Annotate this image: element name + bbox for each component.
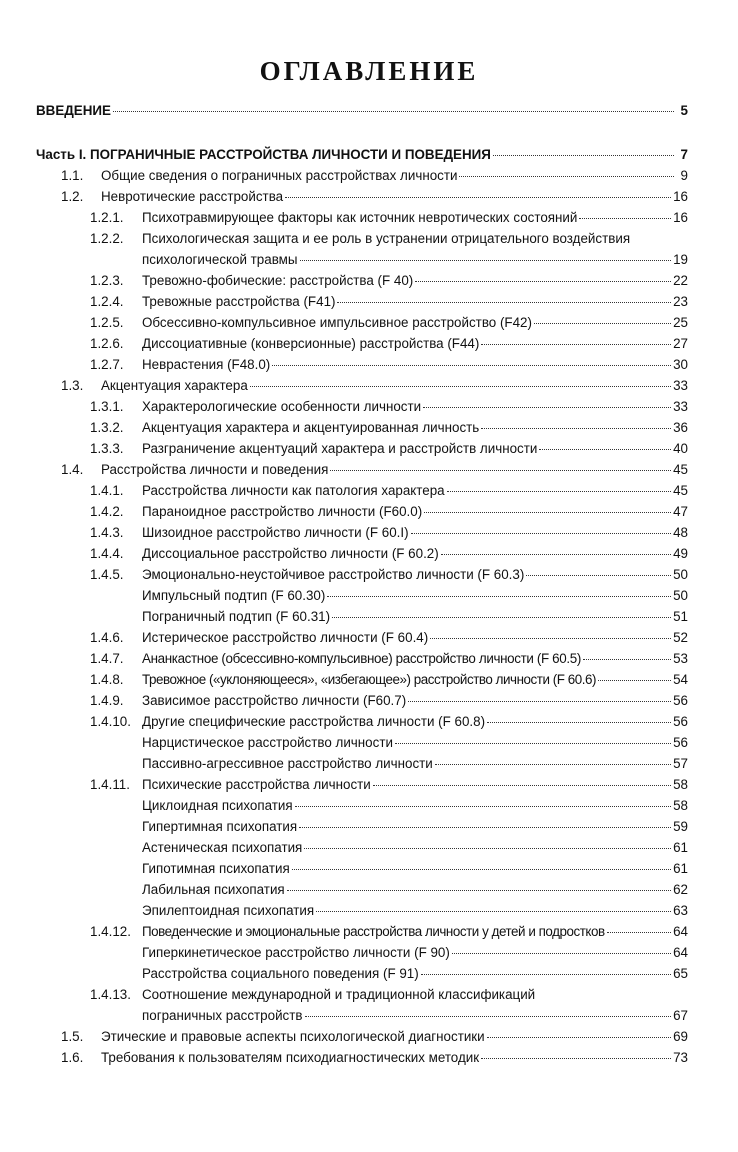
toc-page-number: 53	[673, 651, 688, 666]
toc-subentry[interactable]	[142, 861, 688, 877]
toc-entry-number: 1.2.5.	[90, 315, 124, 330]
toc-page-number: 7	[680, 147, 688, 162]
toc-page-number: 9	[680, 168, 688, 183]
toc-subentry[interactable]	[142, 819, 688, 835]
toc-entry-text: Требования к пользователям психодиагностических методик	[101, 1050, 480, 1065]
toc-entry[interactable]	[90, 693, 688, 709]
toc-entry[interactable]	[90, 399, 688, 415]
toc-page-number: 61	[673, 840, 688, 855]
toc-entry-number: 1.4.10.	[90, 714, 131, 729]
toc-page-number: 49	[673, 546, 688, 561]
toc-entry-text: Истерическое расстройство личности (F 60.4)	[142, 630, 429, 645]
dot-leader	[300, 256, 672, 261]
toc-entry-number: 1.4.	[61, 462, 84, 477]
toc-page-number: 62	[673, 882, 688, 897]
toc-entry[interactable]	[90, 777, 688, 793]
toc-entry[interactable]	[90, 504, 688, 520]
toc-entry-number: 1.4.13.	[90, 987, 131, 1002]
dot-leader	[452, 949, 671, 954]
toc-entry-number: 1.4.12.	[90, 924, 131, 939]
toc-entry-number: 1.6.	[61, 1050, 84, 1065]
toc-entry-text: Тревожно-фобические: расстройства (F 40)	[142, 273, 414, 288]
dot-leader	[607, 928, 671, 933]
toc-entry[interactable]	[90, 546, 688, 562]
toc-entry[interactable]	[90, 420, 688, 436]
dot-leader	[423, 403, 671, 408]
toc-entry-text: Расстройства социального поведения (F 91)	[142, 966, 419, 981]
toc-entry[interactable]	[61, 1029, 688, 1045]
dot-leader	[295, 802, 671, 807]
toc-entry-number: 1.4.11.	[90, 777, 130, 792]
toc-entry-text: Другие специфические расстройства личности (F 60.8)	[142, 714, 486, 729]
toc-entry-text: пограничных расстройств	[142, 1008, 303, 1023]
toc-page-number: 56	[673, 714, 688, 729]
toc-page-number: 64	[673, 945, 688, 960]
dot-leader	[415, 277, 671, 282]
toc-page-number: 23	[673, 294, 688, 309]
dot-leader	[327, 592, 671, 597]
dot-leader	[435, 760, 671, 765]
toc-entry[interactable]	[90, 651, 688, 667]
toc-entry[interactable]	[61, 378, 688, 394]
toc-entry-introduction[interactable]	[36, 103, 688, 119]
dot-leader	[526, 571, 671, 576]
dot-leader	[304, 844, 671, 849]
toc-entry-number: 1.2.2.	[90, 231, 124, 246]
toc-entry-text: Разграничение акцентуаций характера и расстройств личности	[142, 441, 538, 456]
toc-entry-text: Расстройства личности как патология характера	[142, 483, 445, 498]
toc-page-number: 63	[673, 903, 688, 918]
toc-page-number: 47	[673, 504, 688, 519]
toc-entry-text: Общие сведения о пограничных расстройствах личности	[101, 168, 458, 183]
toc-entry[interactable]	[90, 630, 688, 646]
toc-entry[interactable]	[90, 987, 688, 1003]
dot-leader	[316, 907, 671, 912]
toc-subentry[interactable]	[142, 882, 688, 898]
toc-entry-text: Поведенческие и эмоциональные расстройства личности у детей и подростков	[142, 924, 605, 939]
toc-entry[interactable]	[90, 672, 688, 688]
toc-entry-text: Гиперкинетическое расстройство личности (F 90)	[142, 945, 450, 960]
toc-entry-text: Гипертимная психопатия	[142, 819, 298, 834]
toc-page-number: 22	[673, 273, 688, 288]
toc-entry-number: 1.4.6.	[90, 630, 124, 645]
toc-entry[interactable]	[90, 567, 688, 583]
toc-entry[interactable]	[90, 294, 688, 310]
toc-entry-text: Этические и правовые аспекты психологической диагностики	[101, 1029, 485, 1044]
dot-leader	[408, 697, 671, 702]
toc-entry-number: 1.3.1.	[90, 399, 124, 414]
toc-entry[interactable]	[90, 210, 688, 226]
toc-entry[interactable]	[90, 441, 688, 457]
toc-subentry[interactable]	[142, 609, 688, 625]
dot-leader	[421, 970, 671, 975]
dot-leader	[373, 781, 671, 786]
dot-leader	[447, 487, 671, 492]
dot-leader	[272, 361, 671, 366]
toc-entry[interactable]	[90, 273, 688, 289]
dot-leader	[493, 151, 674, 156]
toc-entry-text: Неврастения (F48.0)	[142, 357, 271, 372]
toc-entry-text: Психологическая защита и ее роль в устранении отрицательного воздействия	[142, 231, 631, 246]
dot-leader	[287, 886, 671, 891]
toc-page-number: 50	[673, 567, 688, 582]
toc-subentry[interactable]	[142, 966, 688, 982]
toc-entry-number: 1.2.1.	[90, 210, 124, 225]
toc-page-number: 5	[680, 103, 688, 118]
toc-page-number: 56	[673, 735, 688, 750]
toc-entry-number: 1.1.	[61, 168, 84, 183]
toc-page-number: 45	[673, 483, 688, 498]
toc-subentry[interactable]	[142, 840, 688, 856]
toc-page-number: 52	[673, 630, 688, 645]
toc-entry-text: Эмоционально-неустойчивое расстройство личности (F 60.3)	[142, 567, 525, 582]
toc-entry-text: Импульсный подтип (F 60.30)	[142, 588, 326, 603]
toc-entry-text: Астеническая психопатия	[142, 840, 303, 855]
toc-page-number: 69	[673, 1029, 688, 1044]
toc-entry-number: 1.4.2.	[90, 504, 124, 519]
toc-entry-number: 1.5.	[61, 1029, 84, 1044]
dot-leader	[487, 1033, 671, 1038]
toc-entry-text: Диссоциальное расстройство личности (F 60.2)	[142, 546, 439, 561]
dot-leader	[337, 298, 671, 303]
dot-leader	[305, 1012, 672, 1017]
dot-leader	[539, 445, 671, 450]
toc-subentry[interactable]	[142, 735, 688, 751]
dot-leader	[292, 865, 671, 870]
toc-page-number: 27	[673, 336, 688, 351]
toc-entry-part-1[interactable]	[36, 147, 688, 163]
toc-entry-text: Пассивно-агрессивное расстройство личности	[142, 756, 433, 771]
toc-entry[interactable]	[61, 1050, 688, 1066]
toc-page-number: 56	[673, 693, 688, 708]
toc-entry-text: Обсессивно-компульсивное импульсивное расстройство (F42)	[142, 315, 532, 330]
toc-entry-text: Зависимое расстройство личности (F60.7)	[142, 693, 407, 708]
toc-entry-text: Циклоидная психопатия	[142, 798, 293, 813]
toc-entry[interactable]	[90, 357, 688, 373]
toc-entry-text: Акцентуация характера и акцентуированная личность	[142, 420, 480, 435]
dot-leader	[411, 529, 672, 534]
toc-page-number: 36	[673, 420, 688, 435]
dot-leader	[299, 823, 671, 828]
toc-page-number: 67	[673, 1008, 688, 1023]
toc-entry-text: психологической травмы	[142, 252, 298, 267]
toc-entry-text: Диссоциативные (конверсионные) расстройства (F44)	[142, 336, 480, 351]
toc-page-number: 64	[673, 924, 688, 939]
toc-page-number: 30	[673, 357, 688, 372]
toc-entry-text: Расстройства личности и поведения	[101, 462, 329, 477]
toc-entry[interactable]	[90, 483, 688, 499]
toc-entry-number: 1.3.	[61, 378, 84, 393]
toc-page-number: 33	[673, 378, 688, 393]
toc-entry-text: Нарцистическое расстройство личности	[142, 735, 393, 750]
toc-page-number: 45	[673, 462, 688, 477]
dot-leader	[487, 718, 671, 723]
toc-subentry[interactable]	[142, 588, 688, 604]
toc-entry-text: Невротические расстройства	[101, 189, 284, 204]
dot-leader	[579, 214, 671, 219]
toc-entry[interactable]	[90, 231, 688, 247]
dot-leader	[395, 739, 671, 744]
dot-leader	[459, 172, 674, 177]
dot-leader	[330, 466, 671, 471]
toc-page-number: 61	[673, 861, 688, 876]
toc-page-number: 59	[673, 819, 688, 834]
toc-entry-number: 1.2.	[61, 189, 84, 204]
toc-entry-text: Психические расстройства личности	[142, 777, 371, 792]
toc-subentry[interactable]	[142, 903, 688, 919]
dot-leader	[598, 676, 671, 681]
toc-page-number: 57	[673, 756, 688, 771]
toc-entry-number: 1.2.6.	[90, 336, 124, 351]
page-title: ОГЛАВЛЕНИЕ	[259, 56, 479, 86]
toc-page-number: 65	[673, 966, 688, 981]
toc-entry[interactable]	[61, 462, 688, 478]
dot-leader	[481, 1054, 671, 1059]
toc-entry-text: Психотравмирующее факторы как источник невротических состояний	[142, 210, 578, 225]
toc-page-number: 50	[673, 588, 688, 603]
toc-entry-number: 1.3.2.	[90, 420, 124, 435]
toc-entry-number: 1.4.7.	[90, 651, 124, 666]
toc-entry-text: Шизоидное расстройство личности (F 60.I)	[142, 525, 409, 540]
toc-subentry[interactable]	[142, 798, 688, 814]
toc-page-number: 25	[673, 315, 688, 330]
toc-entry[interactable]	[61, 189, 688, 205]
dot-leader	[441, 550, 671, 555]
toc-entry-text: Параноидное расстройство личности (F60.0)	[142, 504, 423, 519]
toc-entry-number: 1.4.1.	[90, 483, 124, 498]
dot-leader	[332, 613, 671, 618]
dot-leader	[285, 193, 671, 198]
dot-leader	[250, 382, 671, 387]
toc-entry-continuation[interactable]	[142, 252, 688, 268]
toc-page-number: 51	[673, 609, 688, 624]
toc-entry-text: ВВЕДЕНИЕ	[36, 103, 111, 118]
toc-entry-number: 1.3.3.	[90, 441, 124, 456]
toc-page-number: 33	[673, 399, 688, 414]
toc-entry[interactable]	[61, 168, 688, 184]
toc-page-number: 48	[673, 525, 688, 540]
toc-entry-text: Эпилептоидная психопатия	[142, 903, 315, 918]
dot-leader	[424, 508, 671, 513]
toc-page-number: 54	[673, 672, 688, 687]
toc-subentry[interactable]	[142, 945, 688, 961]
dot-leader	[481, 340, 671, 345]
toc-entry-number: 1.2.3.	[90, 273, 124, 288]
toc-entry-text: Гипотимная психопатия	[142, 861, 290, 876]
toc-entry[interactable]	[90, 924, 688, 940]
toc-subentry[interactable]	[142, 756, 688, 772]
toc-entry-text: Тревожное («уклоняющееся», «избегающее») расстройство личности (F 60.6)	[142, 672, 597, 687]
toc-entry-text: Тревожные расстройства (F41)	[142, 294, 336, 309]
toc-page-number: 16	[673, 210, 688, 225]
toc-entry-number: 1.2.4.	[90, 294, 124, 309]
dot-leader	[113, 107, 674, 112]
toc-page-number: 40	[673, 441, 688, 456]
dot-leader	[583, 655, 671, 660]
toc-entry-text: Часть I. ПОГРАНИЧНЫЕ РАССТРОЙСТВА ЛИЧНОСТИ И ПОВЕДЕНИЯ	[36, 147, 491, 162]
toc-page-number: 58	[673, 798, 688, 813]
toc-page-number: 58	[673, 777, 688, 792]
toc-entry-text: Характерологические особенности личности	[142, 399, 422, 414]
toc-entry-continuation[interactable]	[142, 1008, 688, 1024]
toc-entry-text: Ананкастное (обсессивно-компульсивное) расстройство личности (F 60.5)	[142, 651, 581, 666]
toc-entry[interactable]	[90, 336, 688, 352]
toc-entry-text: Соотношение международной и традиционной классификаций	[142, 987, 536, 1002]
toc-entry-number: 1.4.9.	[90, 693, 124, 708]
toc-entry[interactable]	[90, 525, 688, 541]
toc-page-number: 73	[673, 1050, 688, 1065]
dot-leader	[534, 319, 671, 324]
dot-leader	[430, 634, 671, 639]
toc-page-number: 16	[673, 189, 688, 204]
toc-entry-text: Лабильная психопатия	[142, 882, 285, 897]
toc-entry-number: 1.4.3.	[90, 525, 124, 540]
toc-entry-number: 1.4.5.	[90, 567, 124, 582]
toc-entry-number: 1.2.7.	[90, 357, 124, 372]
dot-leader	[481, 424, 671, 429]
toc-entry[interactable]	[90, 714, 688, 730]
toc-entry-text: Пограничный подтип (F 60.31)	[142, 609, 331, 624]
toc-entry-text: Акцентуация характера	[101, 378, 248, 393]
toc-page-number: 19	[673, 252, 688, 267]
toc-entry[interactable]	[90, 315, 688, 331]
toc-entry-number: 1.4.8.	[90, 672, 124, 687]
toc-entry-number: 1.4.4.	[90, 546, 124, 561]
